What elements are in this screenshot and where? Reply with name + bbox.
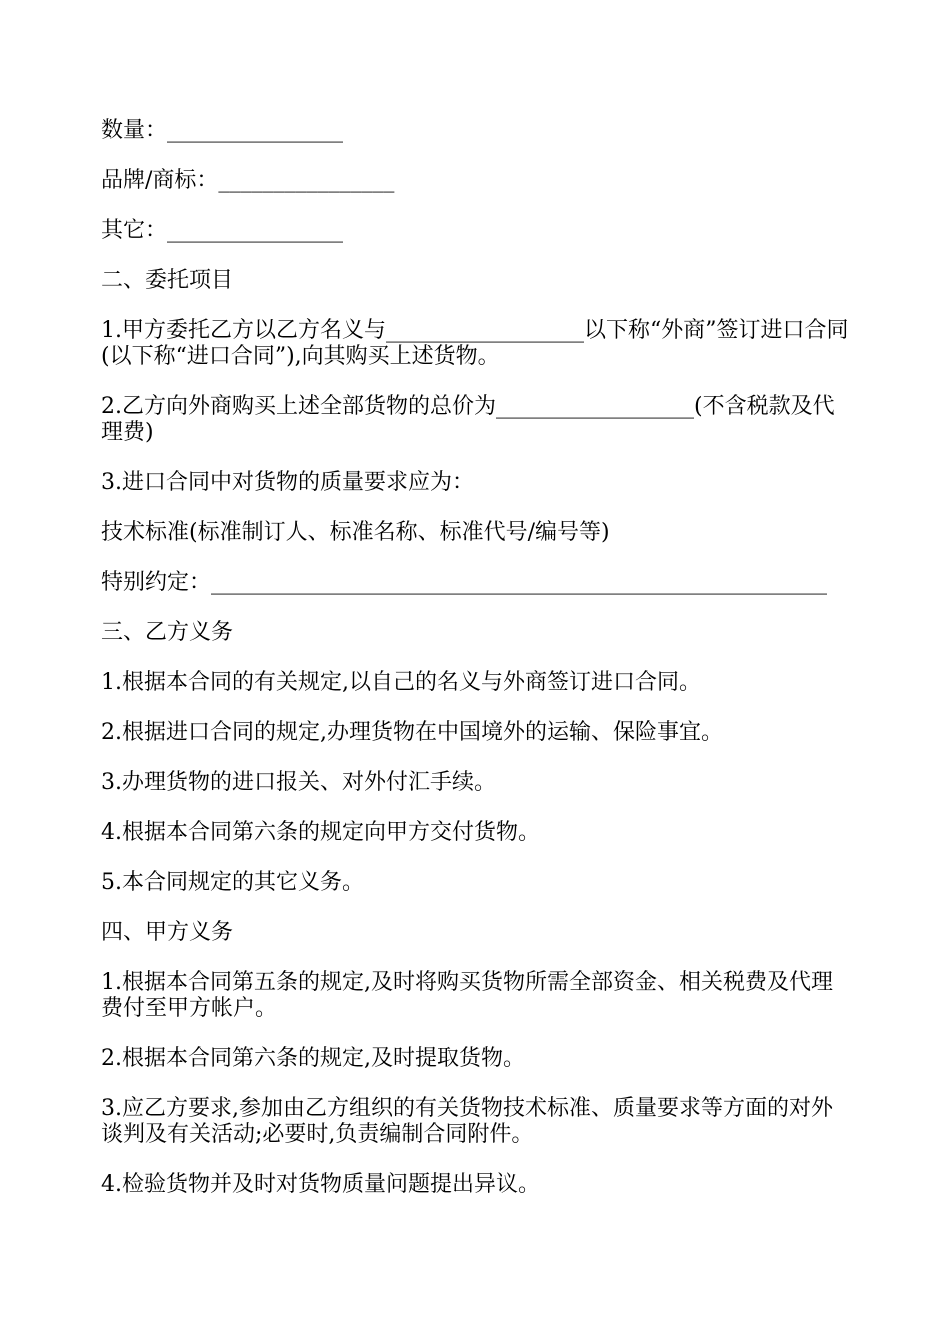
- clause-2-2: 2.乙方向外商购买上述全部货物的总价为__________________(不含税款及代理费): [101, 394, 835, 445]
- field-brand: 品牌/商标：________________: [101, 168, 395, 193]
- clause-4-3: 3.应乙方要求,参加由乙方组织的有关货物技术标准、质量要求等方面的对外谈判及有关活动;必要时,负责编制合同附件。: [101, 1096, 833, 1147]
- clause-2-3: 3.进口合同中对货物的质量要求应为：: [101, 470, 474, 495]
- clause-4-4: 4.检验货物并及时对货物质量问题提出异议。: [101, 1172, 540, 1197]
- clause-3-4: 4.根据本合同第六条的规定向甲方交付货物。: [101, 820, 540, 845]
- field-other: 其它：________________: [101, 218, 344, 243]
- clause-2-1: 1.甲方委托乙方以乙方名义与__________________以下称“外商”签订进口合同(以下称“进口合同”),向其购买上述货物。: [101, 318, 849, 369]
- clause-4-2: 2.根据本合同第六条的规定,及时提取货物。: [101, 1046, 525, 1071]
- clause-3-1: 1.根据本合同的有关规定,以自己的名义与外商签订进口合同。: [101, 670, 701, 695]
- section-heading-party-b-obligations: 三、乙方义务: [101, 620, 234, 645]
- special-agreement: 特别约定：________________________________________________________: [101, 570, 828, 595]
- clause-3-2: 2.根据进口合同的规定,办理货物在中国境外的运输、保险事宜。: [101, 720, 723, 745]
- field-quantity: 数量：________________: [101, 118, 344, 143]
- document-body: [101, 118, 853, 1222]
- section-heading-entrustment: 二、委托项目: [101, 268, 234, 293]
- section-heading-party-a-obligations: 四、甲方义务: [101, 920, 234, 945]
- technical-standard: 技术标准(标准制订人、标准名称、标准代号/编号等): [101, 520, 610, 545]
- clause-4-1: 1.根据本合同第五条的规定,及时将购买货物所需全部资金、相关税费及代理费付至甲方帐户。: [101, 970, 833, 1021]
- clause-3-5: 5.本合同规定的其它义务。: [101, 870, 364, 895]
- clause-3-3: 3.办理货物的进口报关、对外付汇手续。: [101, 770, 496, 795]
